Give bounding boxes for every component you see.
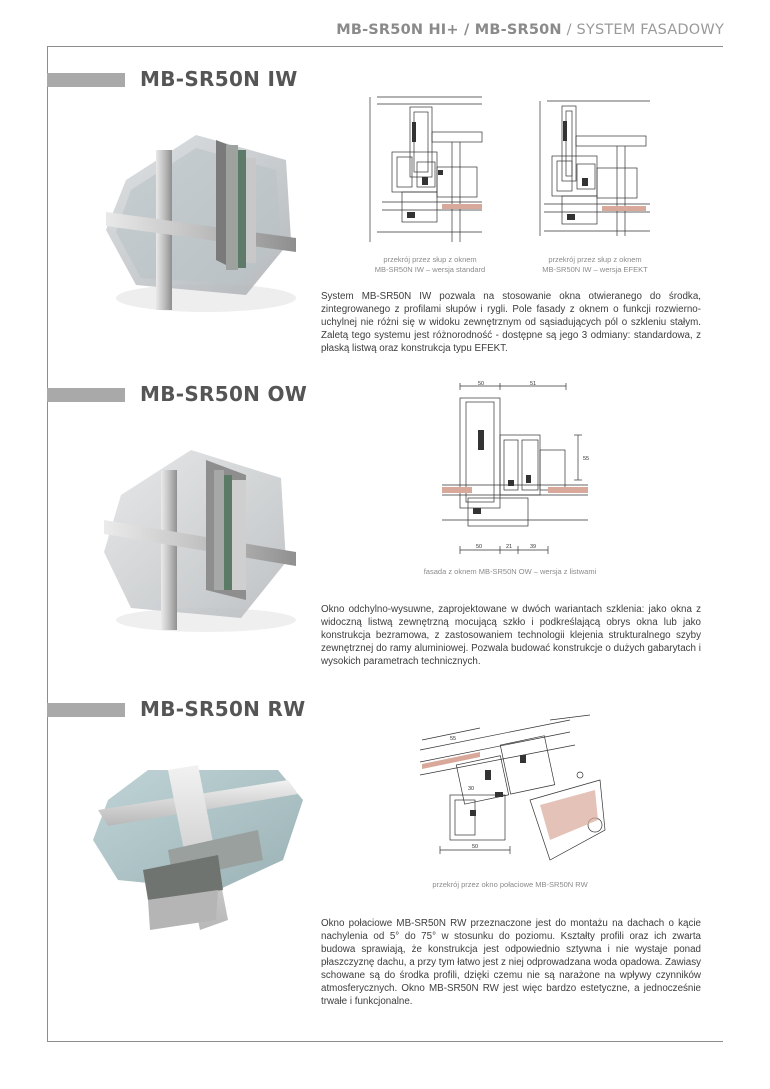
- section-title: MB-SR50N IW: [140, 67, 298, 91]
- ow-drawing: [438, 380, 593, 560]
- section-title: MB-SR50N RW: [140, 697, 306, 721]
- iw-drawing-standard: [362, 92, 497, 252]
- header-separator: /: [458, 22, 475, 38]
- header-separator: /: [561, 22, 577, 38]
- caption-line: przekrój przez słup z oknem: [383, 255, 477, 264]
- caption-line: przekrój przez słup z oknem: [548, 255, 642, 264]
- header-product-a: MB-SR50N HI+: [336, 22, 459, 38]
- dimension-label: 55: [583, 456, 590, 462]
- section-bar: [47, 73, 125, 87]
- caption-line: fasada z oknem MB-SR50N OW – wersja z listwami: [423, 567, 597, 576]
- section-title: MB-SR50N OW: [140, 382, 308, 406]
- dimension-label: 55: [450, 736, 457, 742]
- rw-drawing: [410, 700, 610, 875]
- dimension-label: 50: [472, 844, 479, 850]
- caption: [525, 255, 665, 275]
- dimension-label: 21: [506, 544, 513, 550]
- ow-product-image: [96, 440, 306, 640]
- paragraph: Okno odchylno-wysuwne, zaprojektowane w dwóch wariantach szklenia: jako okna z widoczną listwą zewnętrzną mocującą szkło i podkreślającą obrys okna lub jako konstrukcja bezramowa, z zastosowaniem technologii klejenia strukturalnego szyby zewnętrznej do ramy aluminiowej. Pozwala budować konstrukcje o dużych gabarytach i wysokich parametrach technicznych.: [321, 604, 701, 667]
- page-frame-top: [47, 46, 723, 47]
- section-description: [321, 603, 701, 668]
- paragraph: System MB-SR50N IW pozwala na stosowanie okna otwieranego do środka, zintegrowanego z profilami słupów i rygli. Pole fasady z oknem o funkcji rozwierno-uchylnej nie różni się w widoku zewnętrznym od sąsiadujących pól o szkleniu stałym. Zaletą tego systemu jest różnorodność - dostępne są jego 3 odmiany: standardowa, z płaską listwą oraz konstrukcja typu EFEKT.: [321, 291, 701, 354]
- rw-product-image: [88, 760, 308, 940]
- page-frame-left: [47, 46, 48, 1042]
- section-description: [321, 290, 701, 355]
- caption: [410, 880, 610, 890]
- section-description: [321, 917, 701, 1008]
- iw-drawing-efekt: [532, 96, 657, 246]
- caption: [360, 255, 500, 275]
- dimension-label: 30: [468, 786, 475, 792]
- caption-line: MB-SR50N IW – wersja standard: [374, 265, 486, 274]
- page-frame-bottom: [47, 1041, 723, 1042]
- caption-line: przekrój przez okno połaciowe MB-SR50N RW: [432, 880, 588, 889]
- section-bar: [47, 388, 125, 402]
- caption-line: MB-SR50N IW – wersja EFEKT: [542, 265, 648, 274]
- running-header: [336, 22, 724, 38]
- iw-product-image: [96, 120, 306, 320]
- section-bar: [47, 703, 125, 717]
- dimension-label: 39: [530, 544, 537, 550]
- dimension-label: 51: [530, 381, 537, 387]
- caption: [410, 567, 610, 577]
- header-product-b: MB-SR50N: [474, 22, 562, 38]
- paragraph: Okno połaciowe MB-SR50N RW przeznaczone jest do montażu na dachach o kącie nachylenia od 5° do 75° w stosunku do poziomu. Kształty profili oraz ich zwarta budowa sprawiają, że konstrukcja jest odpowiednio sztywna i nie wystaje ponad płaszczyznę dachu, a przy tym łatwo jest z niej odprowadzana woda opadowa. Zawiasy schowane są do środka profili, dzięki czemu nie są narażone na wpływy czynników atmosferycznych. Okno MB-SR50N RW jest więc bardzo estetyczne, a jednocześnie trwałe i funkcjonalne.: [321, 918, 701, 1007]
- header-category: SYSTEM FASADOWY: [576, 22, 724, 38]
- dimension-label: 50: [476, 544, 483, 550]
- dimension-label: 50: [478, 381, 485, 387]
